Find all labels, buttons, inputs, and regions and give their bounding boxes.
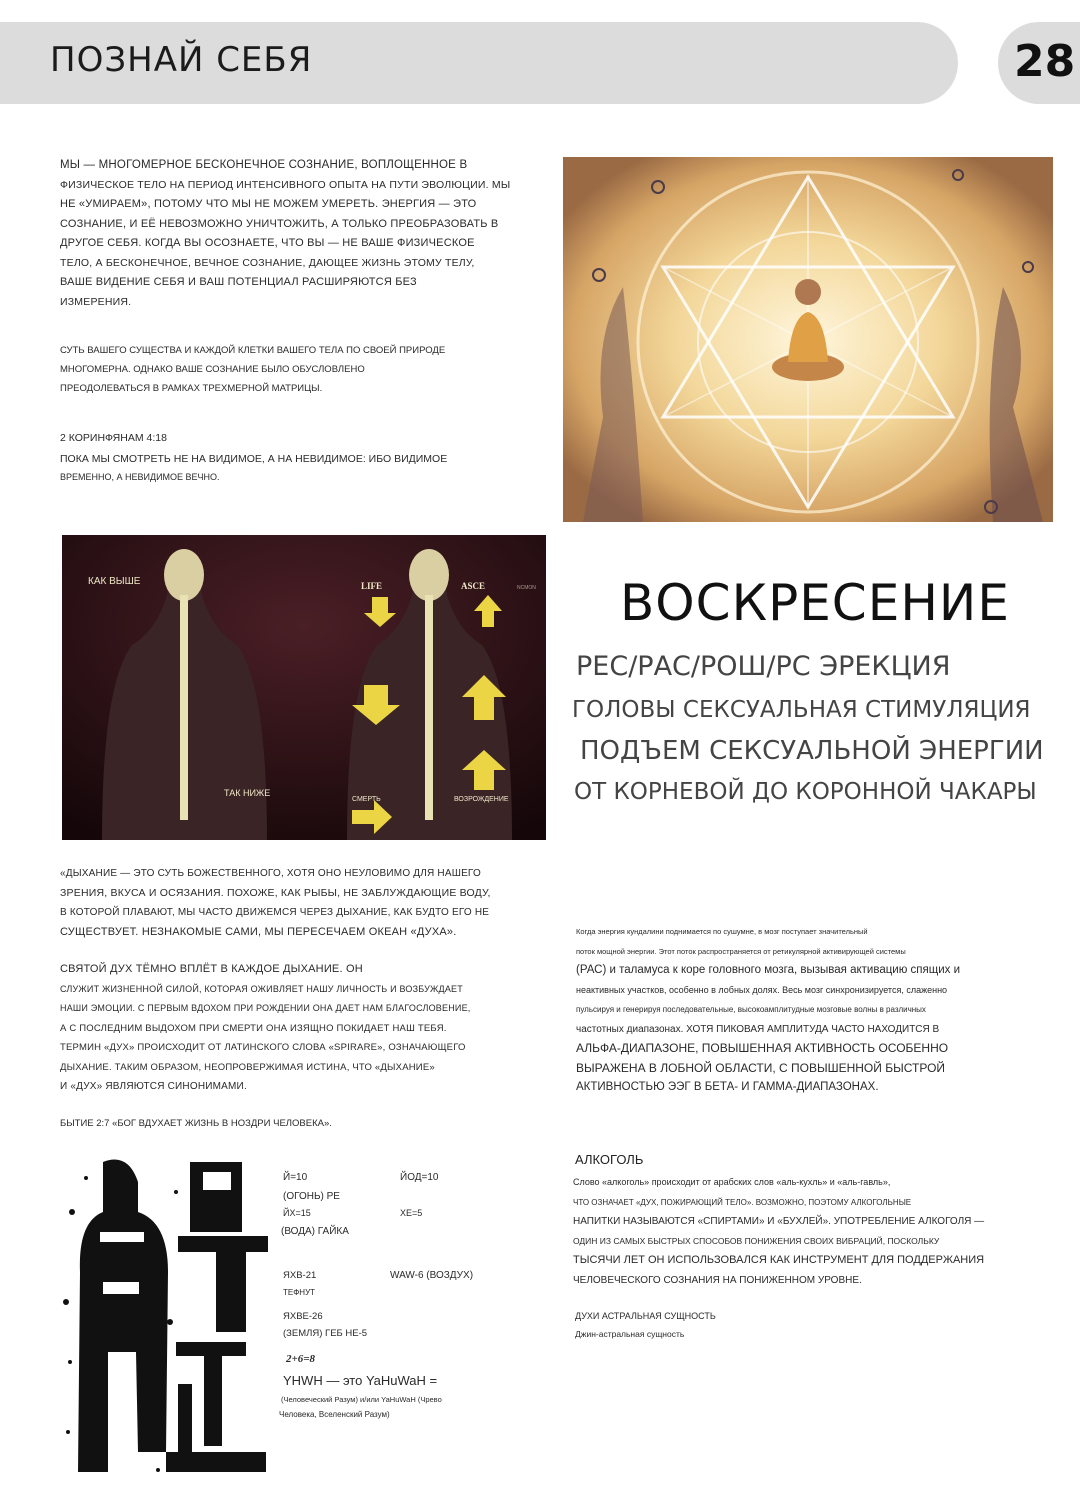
yhwh-yh: ЙХ=15 — [283, 1208, 311, 1218]
text-line: (РАС) и таламуса к коре головного мозга, вызывая активацию спящих и — [576, 964, 961, 976]
text-line: И «ДУХ» ЯВЛЯЮТСЯ СИНОНИМАМИ. — [60, 1081, 247, 1092]
yhwh-waw: WAW-6 (ВОЗДУХ) — [390, 1270, 474, 1281]
text-line: ЗРЕНИЯ, ВКУСА И ОСЯЗАНИЯ. ПОХОЖЕ, КАК РЫБЫ, НЕ ЗАБЛУЖДАЮЩИЕ ВОДУ, — [60, 886, 491, 899]
text-line: НАПИТКИ НАЗЫВАЮТСЯ «СПИРТАМИ» И «БУХЛЕЙ». УПОТРЕБЛЕНИЕ АЛКОГОЛЯ — — [573, 1216, 985, 1227]
text-line: НЕ «УМИРАЕМ», ПОТОМУ ЧТО МЫ НЕ МОЖЕМ УМЕРЕТЬ. ЭНЕРГИЯ — ЭТО — [60, 198, 477, 210]
text-line: ТЕЛО, А БЕСКОНЕЧНОЕ, ВЕЧНОЕ СОЗНАНИЕ, ДАЮЩЕЕ ЖИЗНЬ ЭТОМУ ТЕЛУ, — [60, 256, 475, 269]
yhwh-tefnut: ТЕФНУТ — [283, 1288, 316, 1297]
yhwh-yhv: ЯХВ-21 — [283, 1270, 317, 1281]
ascension-label: ASCE — [461, 581, 486, 591]
breath-paragraph-1 — [60, 864, 540, 942]
text-line: МНОГОМЕРНА. ОДНАКО ВАШЕ СОЗНАНИЕ БЫЛО ОБУСЛОВЛЕНО — [60, 364, 365, 375]
yhwh-note: (Человеческий Разум) и/или YaHuWaH (Чрево — [281, 1395, 442, 1404]
text-line: ФИЗИЧЕСКОЕ ТЕЛО НА ПЕРИОД ИНТЕНСИВНОГО ОПЫТА НА ПУТИ ЭВОЛЮЦИИ. МЫ — [60, 178, 511, 191]
yhwh-earth: (ЗЕМЛЯ) ГЕБ НЕ-5 — [283, 1328, 368, 1339]
spine-energy-image — [62, 535, 546, 840]
intro-paragraph-1 — [60, 156, 550, 312]
text-line: Слово «алкоголь» происходит от арабских слов «аль-кухль» и «аль-гавль», — [573, 1177, 891, 1187]
resurrection-line: ОТ КОРНЕВОЙ ДО КОРОННОЙ ЧАКАРЫ — [574, 779, 1037, 805]
spine-illustration — [62, 535, 546, 840]
yhwh-name: YHWH — это YaHuWaH = — [283, 1373, 438, 1388]
yhwh-water: (ВОДА) ГАЙКА — [281, 1226, 349, 1237]
text-line: СУТЬ ВАШЕГО СУЩЕСТВА И КАЖДОЙ КЛЕТКИ ВАШЕГО ТЕЛА ПО СВОЕЙ ПРИРОДЕ — [60, 345, 446, 356]
breath-paragraph-2 — [60, 960, 550, 1097]
text-line: ПОКА МЫ СМОТРЕТЬ НЕ НА ВИДИМОЕ, А НА НЕВИДИМОЕ: ИБО ВИДИМОЕ — [60, 453, 448, 465]
text-line: В КОТОРОЙ ПЛАВАЮТ, МЫ ЧАСТО ДВИЖЕМСЯ ЧЕРЕЗ ДЫХАНИЕ, КАК БУДТО ЕГО НЕ — [60, 907, 490, 918]
text-line: А С ПОСЛЕДНИМ ВЫДОХОМ ПРИ СМЕРТИ ОНА ИЗЯЩНО ПОКИДАЕТ НАШ ТЕБЯ. — [60, 1022, 447, 1034]
rebirth-label: ВОЗРОЖДЕНИЕ — [454, 796, 509, 803]
bible-quote — [60, 450, 550, 485]
alcohol-paragraph — [573, 1173, 1053, 1290]
text-line: ЧТО ОЗНАЧАЕТ «ДУХ, ПОЖИРАЮЩИЙ ТЕЛО». ВОЗМОЖНО, ПОЭТОМУ АЛКОГОЛЬНЫЕ — [573, 1197, 912, 1207]
text-line: поток мощной энергии. Этот поток распространяется от ретикулярной активирующей системы — [576, 946, 906, 956]
text-line: НАШИ ЭМОЦИИ. С ПЕРВЫМ ВДОХОМ ПРИ РОЖДЕНИИ ОНА ДАЕТ НАМ БЛАГОСЛОВЕНИЕ, — [60, 1003, 471, 1013]
yhwh-note: Человека, Вселенский Разум) — [279, 1410, 390, 1419]
text-line: МЫ — МНОГОМЕРНОЕ БЕСКОНЕЧНОЕ СОЗНАНИЕ, ВОПЛОЩЕННОЕ В — [60, 159, 468, 171]
text-line: пульсируя и генерируя последовательные, высокоамплитудные мозговые волны в различных — [576, 1005, 926, 1014]
death-label: СМЕРТЬ — [352, 796, 381, 803]
text-line: ОДИН ИЗ САМЫХ БЫСТРЫХ СПОСОБОВ ПОНИЖЕНИЯ СВОИХ ВИБРАЦИЙ, ПОСКОЛЬКУ — [573, 1235, 940, 1246]
yhwh-he: ХЕ=5 — [400, 1208, 423, 1218]
resurrection-title: ВОСКРЕСЕНИЕ — [620, 574, 1010, 632]
as-above-label: КАК ВЫШЕ — [88, 576, 141, 587]
hebrew-letters-figure — [58, 1152, 274, 1484]
kundalini-paragraph — [576, 922, 1056, 1098]
djinn-line: Джин-астральная сущность — [575, 1329, 685, 1339]
life-label: LIFE — [361, 581, 383, 591]
yhwh-yhve: ЯХВЕ-26 — [283, 1311, 323, 1322]
text-line: ВРЕМЕННО, А НЕВИДИМОЕ ВЕЧНО. — [60, 472, 220, 482]
merkaba-illustration — [563, 157, 1053, 522]
genesis-quote: БЫТИЕ 2:7 «БОГ ВДУХАЕТ ЖИЗНЬ В НОЗДРИ ЧЕЛОВЕКА». — [60, 1118, 332, 1129]
yhwh-fire: (ОГОНЬ) РЕ — [283, 1191, 340, 1202]
text-line: ПРЕОДОЛЕВАТЬСЯ В РАМКАХ ТРЕХМЕРНОЙ МАТРИЦЫ. — [60, 383, 323, 394]
page-number: 28 — [1014, 36, 1076, 87]
text-line: АКТИВНОСТЬЮ ЭЭГ В БЕТА- И ГАММА-ДИАПАЗОНАХ. — [576, 1081, 879, 1093]
yhwh-hebrew-figure — [58, 1152, 274, 1484]
resurrection-line: ГОЛОВЫ СЕКСУАЛЬНАЯ СТИМУЛЯЦИЯ — [572, 697, 1031, 723]
text-line: ВЫРАЖЕНА В ЛОБНОЙ ОБЛАСТИ, С ПОВЫШЕННОЙ БЫСТРОЙ — [576, 1060, 946, 1075]
text-line: СВЯТОЙ ДУХ ТЁМНО ВПЛЁТ В КАЖДОЕ ДЫХАНИЕ. ОН — [60, 963, 363, 975]
spirits-line: ДУХИ АСТРАЛЬНАЯ СУЩНОСТЬ — [575, 1311, 716, 1321]
yhwh-yod: ЙОД=10 — [400, 1172, 439, 1183]
yhwh-sum: 2+6=8 — [286, 1353, 316, 1365]
resurrection-line: РЕС/РАС/РОШ/РС ЭРЕКЦИЯ — [576, 651, 951, 682]
alcohol-title: АЛКОГОЛЬ — [575, 1152, 644, 1167]
text-line: СОЗНАНИЕ, И ЕЁ НЕВОЗМОЖНО УНИЧТОЖИТЬ, А ТОЛЬКО ПРЕОБРАЗОВАТЬ В — [60, 217, 499, 230]
yhwh-y: Й=10 — [283, 1172, 308, 1183]
text-line: СУЩЕСТВУЕТ. НЕЗНАКОМЫЕ САМИ, МЫ ПЕРЕСЕЧАЕМ ОКЕАН «ДУХА». — [60, 925, 457, 938]
text-line: неактивных участков, особенно в лобных долях. Весь мозг синхронизируется, слаженно — [576, 984, 948, 995]
intro-paragraph-2 — [60, 341, 550, 398]
so-below-label: ТАК НИЖЕ — [224, 788, 271, 798]
text-line: ДЫХАНИЕ. ТАКИМ ОБРАЗОМ, НЕОПРОВЕРЖИМАЯ ИСТИНА, ЧТО «ДЫХАНИЕ» — [60, 1061, 435, 1073]
text-line: ДРУГОЕ СЕБЯ. КОГДА ВЫ ОСОЗНАЕТЕ, ЧТО ВЫ — НЕ ВАШЕ ФИЗИЧЕСКОЕ — [60, 237, 475, 249]
text-line: ТЫСЯЧИ ЛЕТ ОН ИСПОЛЬЗОВАЛСЯ КАК ИНСТРУМЕНТ ДЛЯ ПОДДЕРЖАНИЯ — [573, 1254, 985, 1266]
bible-reference: 2 КОРИНФЯНАМ 4:18 — [60, 432, 167, 444]
text-line: ВАШЕ ВИДЕНИЕ СЕБЯ И ВАШ ПОТЕНЦИАЛ РАСШИРЯЮТСЯ БЕЗ — [60, 276, 417, 288]
resurrection-line: ПОДЪЕМ СЕКСУАЛЬНОЙ ЭНЕРГИИ — [580, 736, 1044, 766]
text-line: СЛУЖИТ ЖИЗНЕННОЙ СИЛОЙ, КОТОРАЯ ОЖИВЛЯЕТ НАШУ ЛИЧНОСТЬ И ВОЗБУЖДАЕТ — [60, 983, 463, 994]
page-title: ПОЗНАЙ СЕБЯ — [50, 40, 313, 80]
text-line: «ДЫХАНИЕ — ЭТО СУТЬ БОЖЕСТВЕННОГО, ХОТЯ ОНО НЕУЛОВИМО ДЛЯ НАШЕГО — [60, 868, 481, 879]
text-line: ТЕРМИН «ДУХ» ПРОИСХОДИТ ОТ ЛАТИНСКОГО СЛОВА «SPIRARE», ОЗНАЧАЮЩЕГО — [60, 1042, 466, 1053]
text-line: ИЗМЕРЕНИЯ. — [60, 295, 132, 308]
text-line: частотных диапазонах. ХОТЯ ПИКОВАЯ АМПЛИТУДА ЧАСТО НАХОДИТСЯ В — [576, 1023, 940, 1035]
text-line: Когда энергия кундалини поднимается по сушумне, в мозг поступает значительный — [576, 927, 868, 936]
corner-mark: NCMON — [517, 585, 536, 591]
meditation-star-image — [563, 157, 1053, 522]
text-line: АЛЬФА-ДИАПАЗОНЕ, ПОВЫШЕННАЯ АКТИВНОСТЬ ОСОБЕННО — [576, 1041, 949, 1055]
text-line: ЧЕЛОВЕЧЕСКОГО СОЗНАНИЯ НА ПОНИЖЕННОМ УРОВНЕ. — [573, 1274, 862, 1286]
